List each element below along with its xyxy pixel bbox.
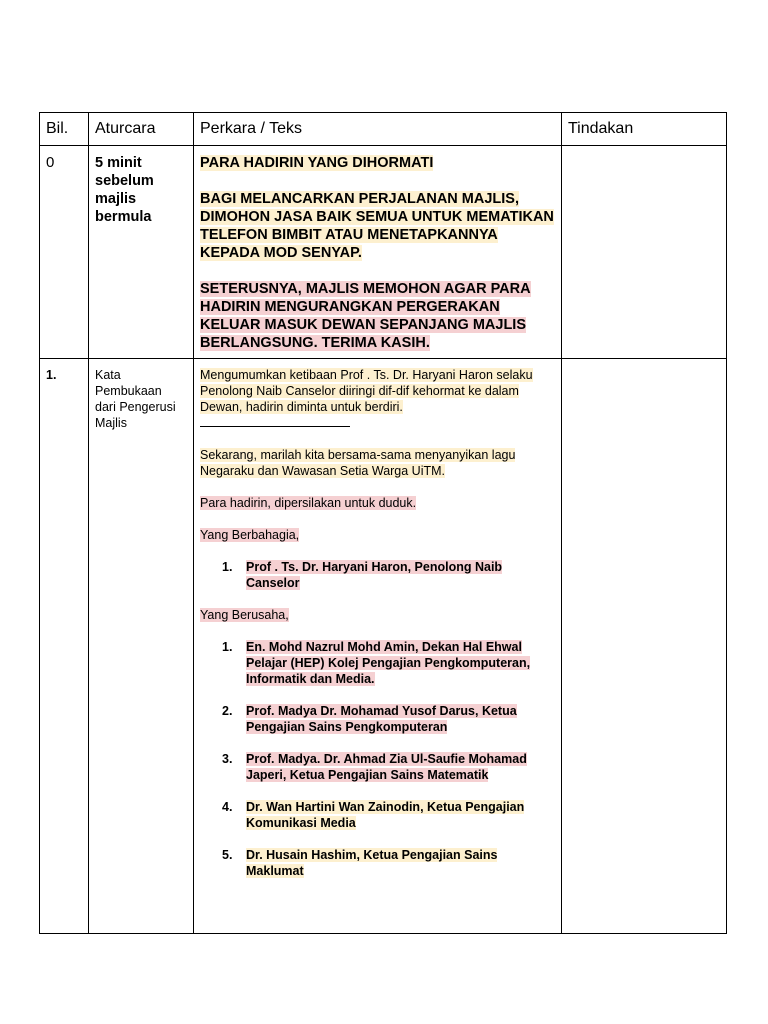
row1-sit: Para hadirin, dipersilakan untuk duduk.: [200, 496, 417, 510]
row0-tindakan-text: [562, 146, 726, 160]
list-item: [200, 751, 555, 783]
row0-notice-movement: SETERUSNYA, MAJLIS MEMOHON AGAR PARA HADIRIN MENGURANGKAN PERGERAKAN KELUAR MASUK DEWAN SEPANJANG MAJLIS BERLANGSUNG. TERIMA KASIH.: [200, 281, 531, 351]
row1-aturcara: [89, 359, 194, 934]
header-aturcara-label: Aturcara: [95, 120, 156, 137]
header-perkara: [194, 113, 562, 146]
list-item: [200, 703, 555, 735]
list-item: [200, 799, 555, 831]
row1-berusaha-heading: Yang Berusaha,: [200, 608, 289, 622]
table-row: [40, 146, 727, 359]
header-tindakan-label: Tindakan: [568, 120, 634, 137]
row1-berbahagia-heading: Yang Berbahagia,: [200, 528, 300, 542]
list-item: [200, 559, 555, 591]
row1-perkara: [194, 359, 562, 934]
list-item-text: Dr. Husain Hashim, Ketua Pengajian Sains Maklumat: [246, 848, 498, 878]
row1-bil-text: 1.: [46, 368, 57, 382]
row1-sing: Sekarang, marilah kita bersama-sama menyanyikan lagu Negaraku dan Wawasan Setia Warga UiTM.: [200, 448, 516, 478]
list-item: [200, 847, 555, 879]
list-item-number: 4.: [222, 800, 233, 814]
header-bil-label: Bil.: [46, 120, 69, 137]
row0-tindakan: [562, 146, 727, 359]
row1-tindakan: [562, 359, 727, 934]
agenda-table: [39, 112, 727, 934]
row0-bil: [40, 146, 89, 359]
row0-bil-text: 0: [46, 154, 55, 171]
header-perkara-label: Perkara / Teks: [200, 120, 302, 137]
table-row: [40, 359, 727, 934]
list-item-text: Dr. Wan Hartini Wan Zainodin, Ketua Pengajian Komunikasi Media: [246, 800, 525, 830]
list-item: [200, 639, 555, 687]
row1-tindakan-text: [562, 359, 726, 373]
list-item-number: 5.: [222, 848, 233, 862]
row1-aturcara-text: Kata Pembukaan dari Pengerusi Majlis: [95, 368, 176, 430]
row0-aturcara-text: 5 minit sebelum majlis bermula: [95, 155, 154, 225]
berusaha-list: [200, 639, 555, 879]
row1-bil: [40, 359, 89, 934]
row1-announce: Mengumumkan ketibaan Prof . Ts. Dr. Haryani Haron selaku Penolong Naib Canselor diiringi dif-dif kehormat ke dalam Dewan, hadirin diminta untuk berdiri.: [200, 368, 533, 414]
row0-notice-phone: BAGI MELANCARKAN PERJALANAN MAJLIS, DIMOHON JASA BAIK SEMUA UNTUK MEMATIKAN TELEFON BIMBIT ATAU MENETAPKANNYA KEPADA MOD SENYAP.: [200, 191, 554, 261]
berbahagia-list: [200, 559, 555, 591]
list-item-text: Prof. Madya. Dr. Ahmad Zia Ul-Saufie Mohamad Japeri, Ketua Pengajian Sains Matematik: [246, 752, 527, 782]
row0-notice-title: PARA HADIRIN YANG DIHORMATI: [200, 155, 434, 171]
separator-line: [200, 425, 350, 427]
list-item-number: 2.: [222, 704, 233, 718]
list-item-text: Prof. Madya Dr. Mohamad Yusof Darus, Ketua Pengajian Sains Pengkomputeran: [246, 704, 517, 734]
header-row: [40, 113, 727, 146]
list-item-text: Prof . Ts. Dr. Haryani Haron, Penolong Naib Canselor: [246, 560, 503, 590]
list-item-text: En. Mohd Nazrul Mohd Amin, Dekan Hal Ehwal Pelajar (HEP) Kolej Pengajian Pengkomputeran, Informatik dan Media.: [246, 640, 531, 686]
header-tindakan: [562, 113, 727, 146]
list-item-number: 1.: [222, 560, 233, 574]
row0-aturcara: [89, 146, 194, 359]
header-aturcara: [89, 113, 194, 146]
header-bil: [40, 113, 89, 146]
list-item-number: 3.: [222, 752, 233, 766]
row0-perkara: [194, 146, 562, 359]
list-item-number: 1.: [222, 640, 233, 654]
